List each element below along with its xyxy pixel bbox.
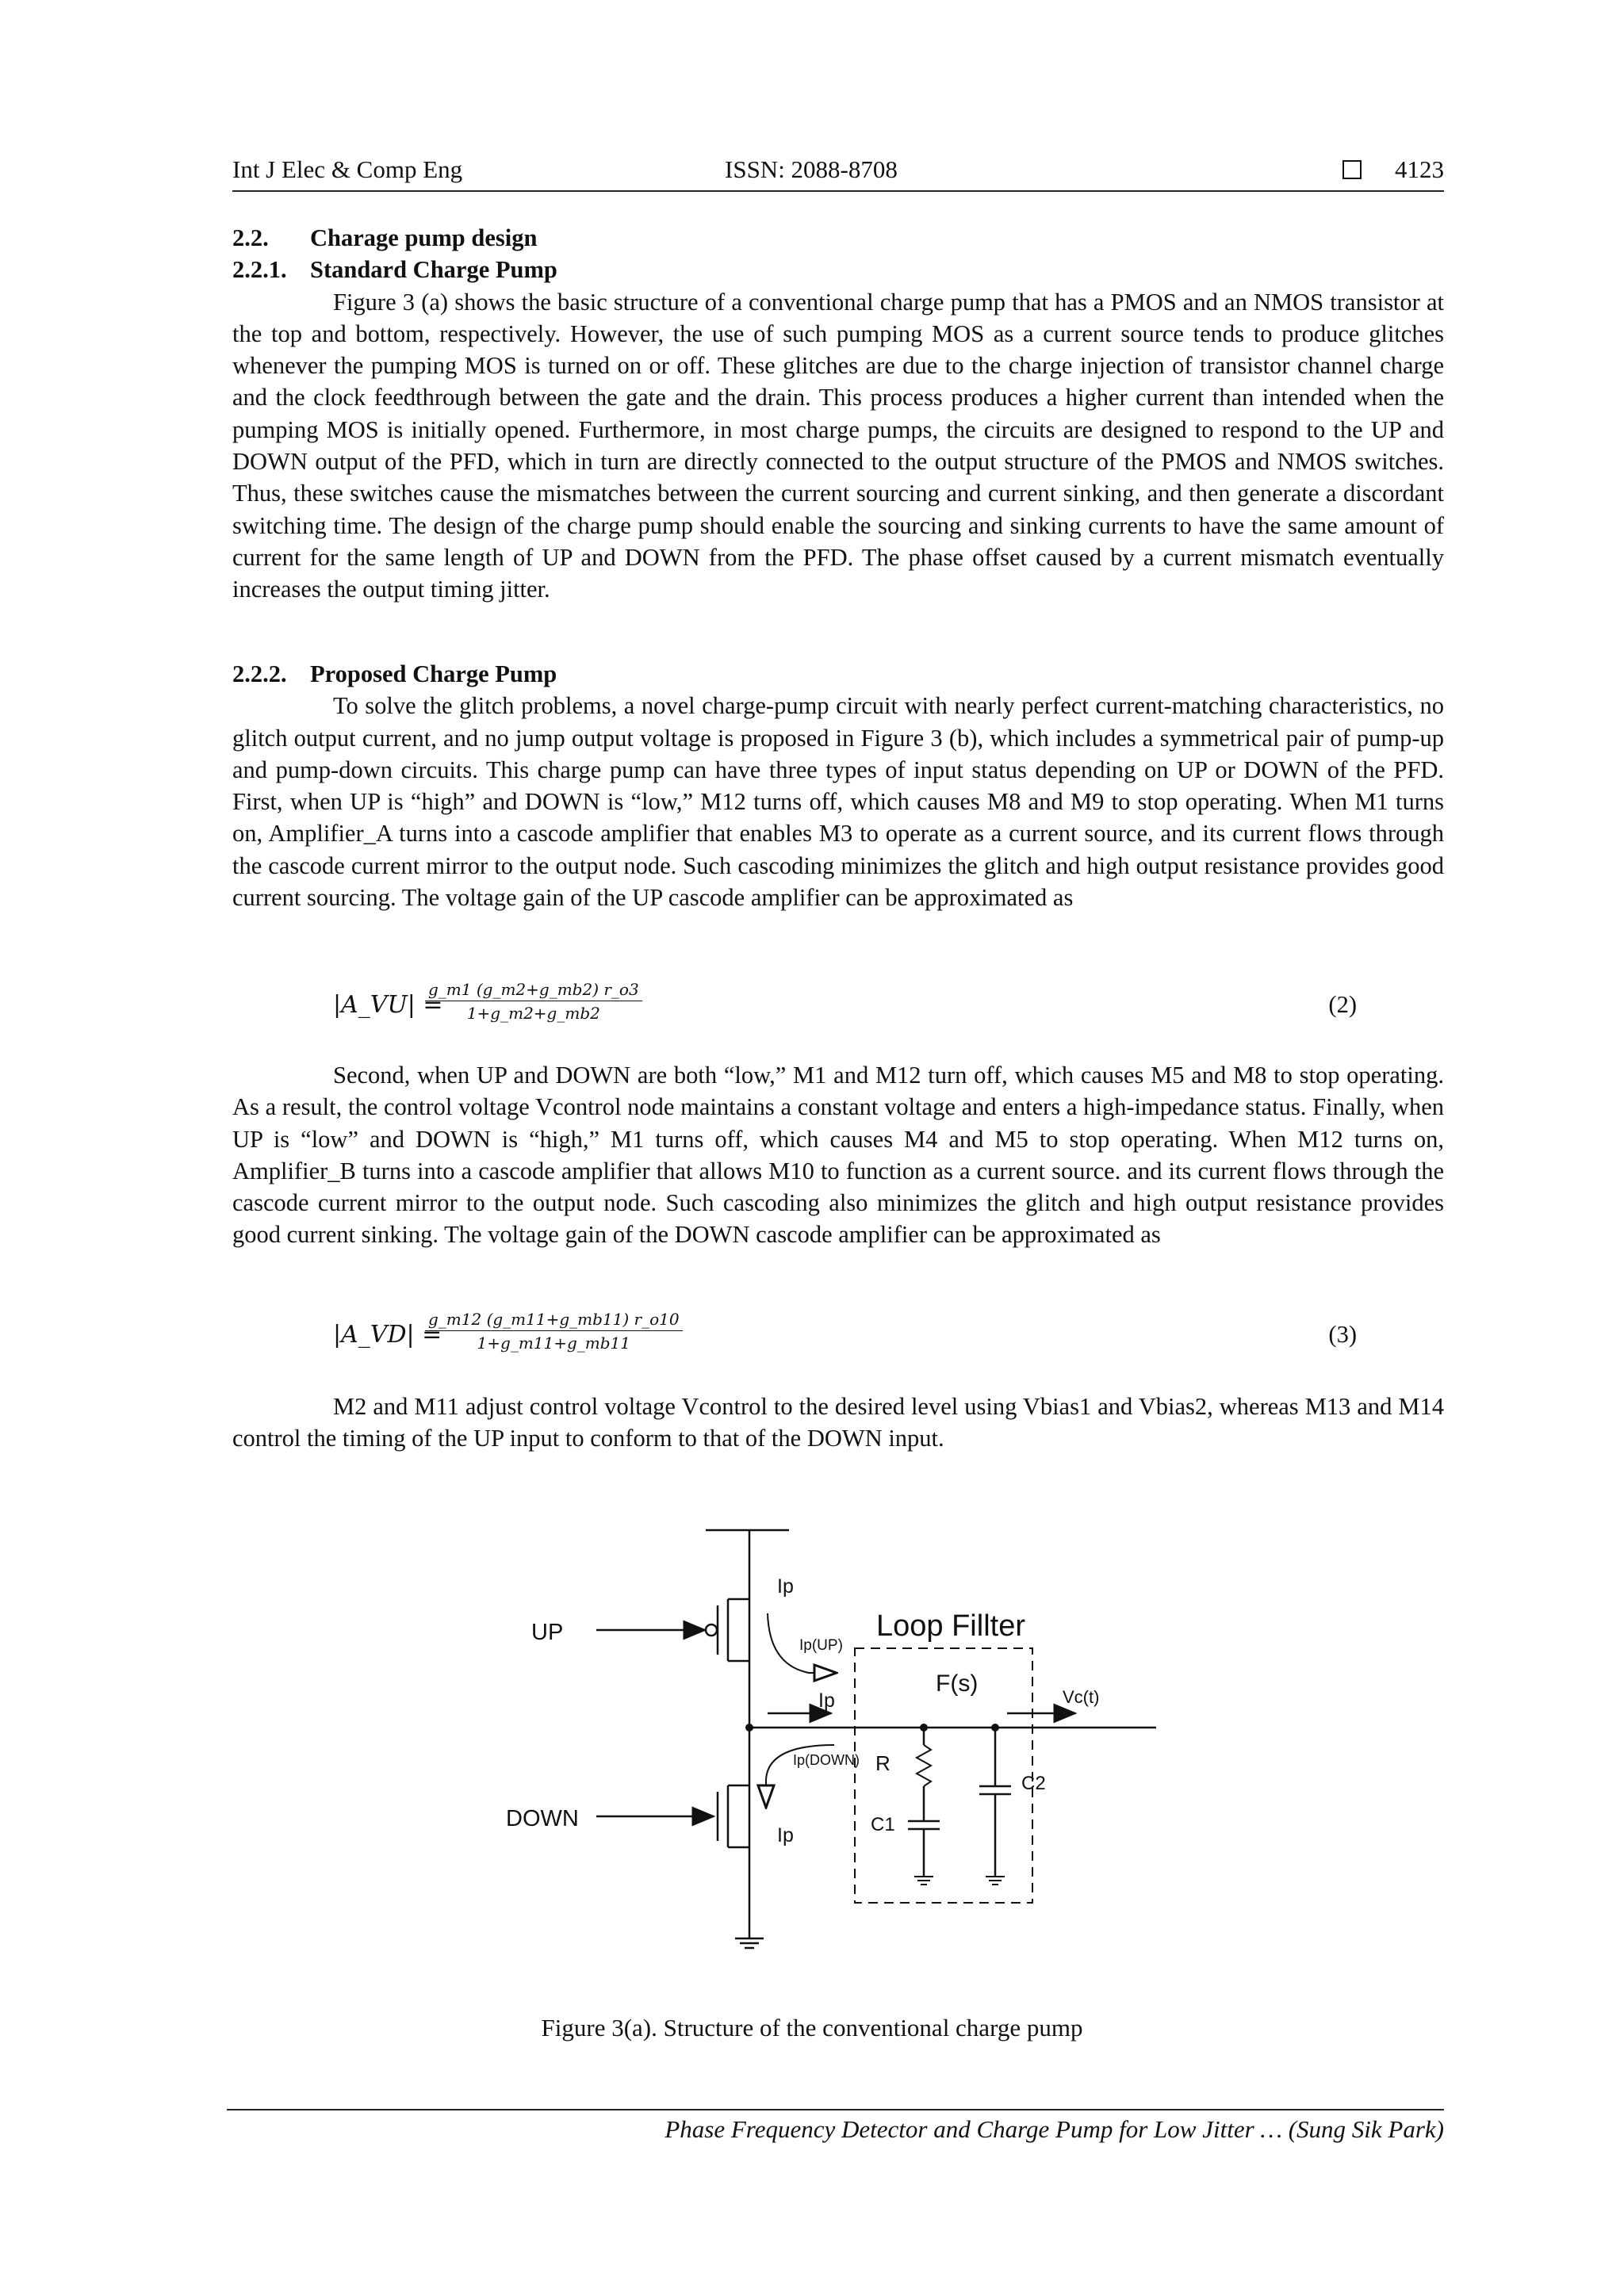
page-number: 4123	[1395, 155, 1444, 183]
equation-3-number: (3)	[1328, 1321, 1357, 1348]
figure-caption: Figure 3(a). Structure of the conventional charge pump	[541, 2014, 1083, 2042]
paragraph-4-block	[232, 1391, 1444, 1455]
vct-label: Vc(t)	[1063, 1687, 1100, 1707]
equation-2-number: (2)	[1328, 991, 1357, 1018]
output-node-dot	[745, 1724, 753, 1732]
footer-rule	[227, 2109, 1444, 2110]
filter-node-dot-1	[920, 1724, 928, 1732]
paragraph-bias-control: M2 and M11 adjust control voltage Vcontrol to the desired level using Vbias1 and Vbias2, whereas M13 and M14 control the timing of the UP input to conform to that of the DOWN input.	[232, 1393, 1444, 1452]
section-2-2-block	[232, 222, 1444, 606]
page-number-group	[1342, 155, 1444, 184]
paragraph-standard-charge-pump: Figure 3 (a) shows the basic structure of a conventional charge pump that has a PMOS and an NMOS transistor at the top and bottom, respectively. However, the use of such pumping MOS as a current source tends to produce glitches whenever the pumping MOS is turned on or off. These glitches are due to the charge injection of transistor channel charge and the clock feedthrough between the gate and the drain. This process produces a higher current than intended when the pumping MOS is initially opened. Furthermore, in most charge pumps, the circuits are designed to respond to the UP and DOWN output of the PFD, which in turn are directly connected to the output structure of the PMOS and NMOS switches. Thus, these switches cause the mismatches between the current sourcing and current sinking, and then generate a discordant switching time. The design of the charge pump should enable the sourcing and sinking currents to have the same amount of current for the same length of UP and DOWN from the PFD. The phase offset caused by a current mismatch eventually increases the output timing jitter.	[232, 288, 1444, 603]
equation-3-fraction	[425, 1310, 683, 1353]
equation-2-denominator: 1+g_m2+g_mb2	[466, 1004, 600, 1023]
c2-label: C2	[1021, 1773, 1046, 1794]
checkbox-square-icon	[1342, 160, 1362, 179]
running-footer: Phase Frequency Detector and Charge Pump for Low Jitter … (Sung Sik Park)	[665, 2115, 1444, 2143]
equation-3-lhs: |A_VD| =	[333, 1321, 442, 1349]
equation-3	[333, 1310, 1444, 1365]
equation-3-numerator: g_m12 (g_m11+g_mb11) r_o10	[425, 1310, 683, 1331]
section-heading-2-2: 2.2. Charage pump design	[232, 224, 538, 251]
section-2-2-2-block	[232, 658, 1444, 913]
page-header	[232, 155, 1444, 192]
paragraph-charge-pump-states: Second, when UP and DOWN are both “low,” M1 and M12 turn off, which causes M5 and M8 to stop operating. As a result, the control voltage Vcontrol node maintains a constant voltage and enters a high-impedance status. Finally, when UP is “low” and DOWN is “high,” M1 turns off, which causes M4 and M5 to stop operating. When M12 turns on, Amplifier_B turns into a cascode amplifier that allows M10 to function as a current source. and its current flows through the cascode current mirror to the output node. Such cascoding also minimizes the glitch and high output resistance provides good current sinking. The voltage gain of the DOWN cascode amplifier can be approximated as	[232, 1062, 1444, 1249]
equation-2-lhs: |A_VU| =	[333, 991, 443, 1019]
charge-pump-schematic	[476, 1510, 1205, 2010]
equation-2	[333, 980, 1444, 1035]
section-heading-2-2-2: 2.2.2. Proposed Charge Pump	[232, 660, 557, 687]
resistor-r	[917, 1745, 931, 1786]
section-heading-2-2-1: 2.2.1. Standard Charge Pump	[232, 256, 557, 284]
ip-top-label: Ip	[777, 1575, 794, 1598]
ip-down-label: Ip(DOWN)	[793, 1752, 860, 1768]
paragraph-proposed-charge-pump: To solve the glitch problems, a novel charge-pump circuit with nearly perfect current-matching characteristics, no glitch output current, and no jump output voltage is proposed in Figure 3 (b), which includes a symmetrical pair of pump-up and pump-down circuits. This charge pump can have three types of input status depending on UP or DOWN of the PFD. First, when UP is “high” and DOWN is “low,” M12 turns off, which causes M8 and M9 to stop operating. When M1 turns on, Amplifier_A turns into a cascode amplifier that enables M3 to operate as a current source, and its current flows through the cascode current mirror to the output node. Such cascoding minimizes the glitch and high output resistance provides good current sourcing. The voltage gain of the UP cascode amplifier can be approximated as	[232, 692, 1444, 912]
pmos-gate-bubble	[706, 1624, 717, 1636]
loop-filter-label: Loop Fillter	[876, 1609, 1025, 1643]
equation-2-numerator: g_m1 (g_m2+g_mb2) r_o3	[425, 980, 642, 1001]
c1-label: C1	[871, 1814, 895, 1835]
ip-up-label: Ip(UP)	[799, 1637, 843, 1654]
fs-label: F(s)	[936, 1670, 979, 1697]
journal-name: Int J Elec & Comp Eng	[232, 155, 463, 183]
equation-3-denominator: 1+g_m11+g_mb11	[477, 1334, 631, 1353]
r-label: R	[875, 1751, 891, 1775]
up-label: UP	[531, 1620, 564, 1645]
down-label: DOWN	[506, 1806, 579, 1831]
issn: ISSN: 2088-8708	[725, 155, 898, 183]
equation-2-fraction	[425, 980, 642, 1023]
paragraph-3-block	[232, 1059, 1444, 1251]
ip-mid-label: Ip	[818, 1689, 835, 1712]
filter-node-dot-2	[991, 1724, 999, 1732]
ip-bottom-label: Ip	[777, 1824, 794, 1846]
